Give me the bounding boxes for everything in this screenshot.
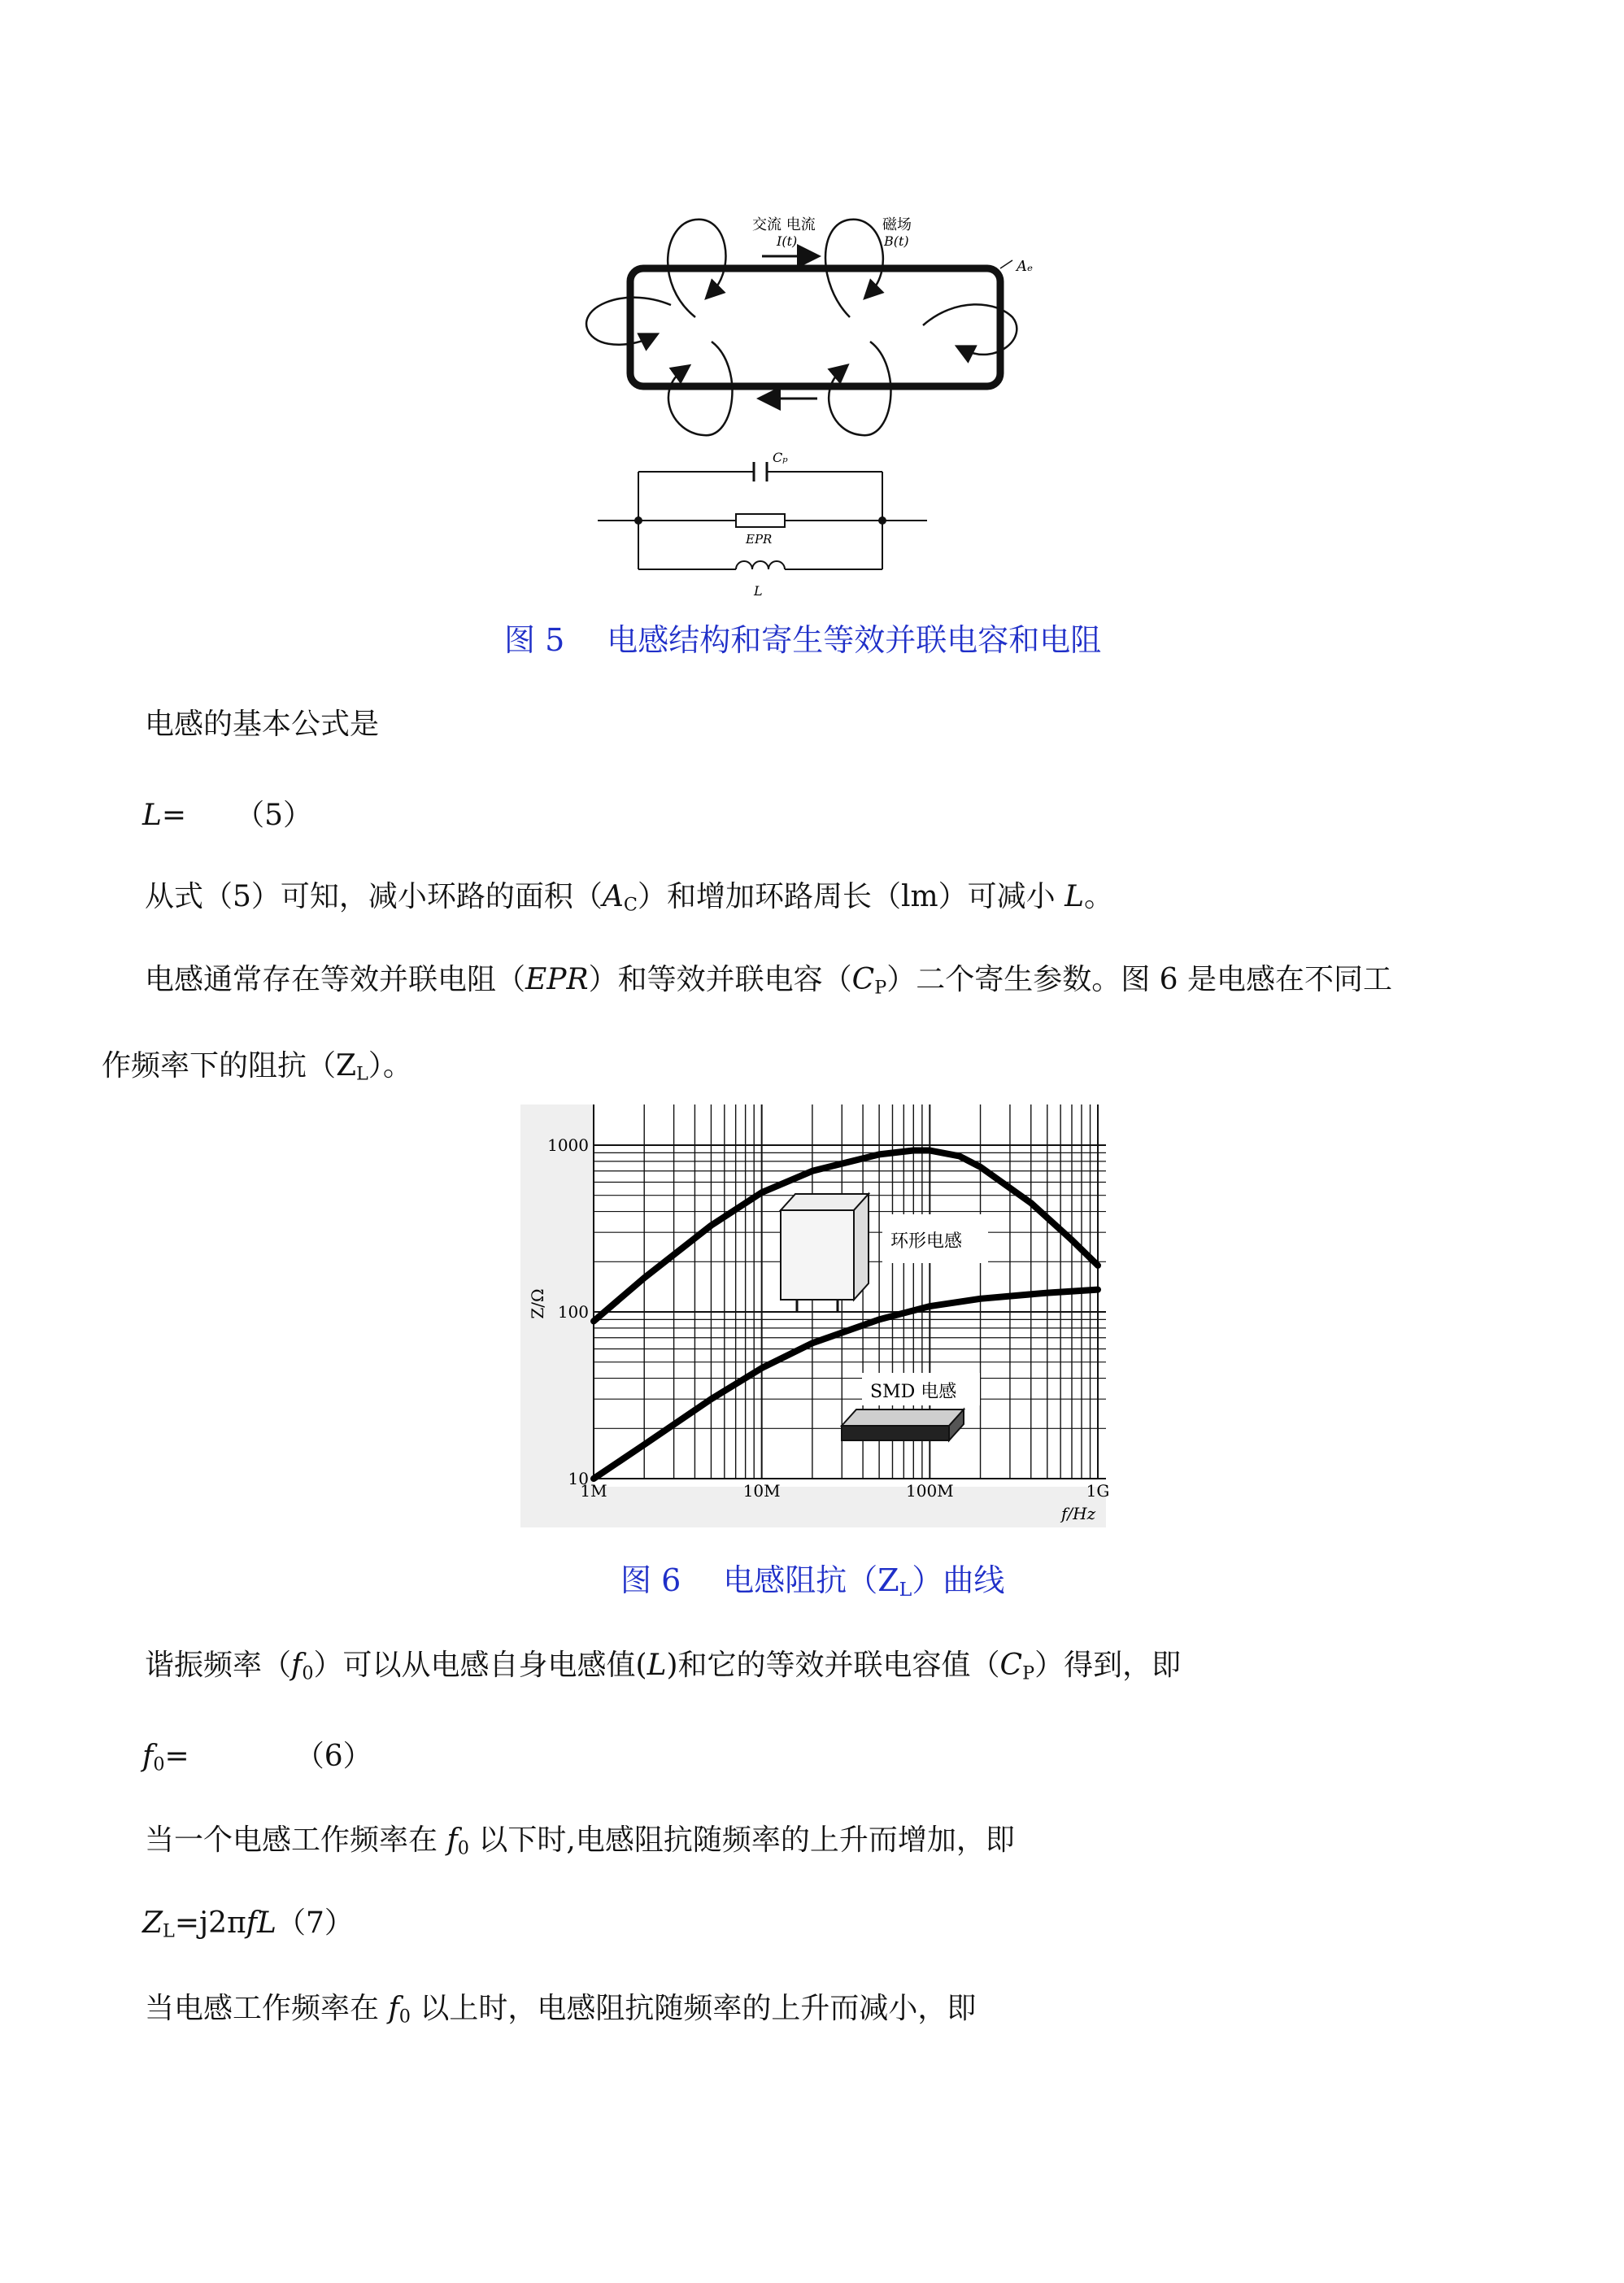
text-p5-sub: L <box>356 1063 368 1085</box>
text-p6d: ）得到，即 <box>1034 1649 1182 1682</box>
node-left <box>634 516 642 525</box>
x-tick-label: 1M <box>580 1481 607 1501</box>
y-tick-label: 1000 <box>547 1135 589 1155</box>
current-symbol: I(t) <box>777 233 798 249</box>
equivalent-circuit <box>598 462 927 569</box>
text-p6c: )和它的等效并联电容值（ <box>666 1649 1000 1682</box>
figure-6-chart <box>520 1104 1110 1527</box>
x-tick-label: 1G <box>1086 1481 1110 1501</box>
eq7-Z: Z <box>142 1906 163 1940</box>
equation-7 <box>142 1906 354 1942</box>
text-p6-fsub: 0 <box>302 1662 314 1684</box>
eq7-fL: fL <box>246 1906 276 1940</box>
y-tick-label: 100 <box>557 1302 589 1322</box>
x-tick-label: 10M <box>742 1481 781 1501</box>
figure-6-caption <box>620 1562 1005 1601</box>
field-lines <box>586 220 1017 435</box>
series-label-toroid: 环形电感 <box>890 1231 963 1252</box>
eq7-Zsub: L <box>163 1920 175 1942</box>
field-symbol: B(t) <box>884 233 909 249</box>
figure-5-title: 电感结构和寄生等效并联电容和电阻 <box>607 622 1102 658</box>
text-p3b: ）和增加环路周长（lm）可减小 <box>637 880 1065 913</box>
figure-5-diagram <box>573 203 1061 602</box>
text-p3a: 从式（5）可知，减小环路的面积（ <box>145 880 603 913</box>
node-right <box>878 516 886 525</box>
text-p8a: 当一个电感工作频率在 <box>145 1823 447 1857</box>
toroid-inductor-icon <box>781 1194 869 1312</box>
eq7-j2pi: =j2π <box>174 1906 246 1940</box>
equation-6 <box>142 1740 372 1775</box>
series-label-smd: SMD 电感 <box>870 1382 957 1402</box>
inductor-loop <box>630 268 1000 386</box>
text-p5b: ）。 <box>368 1049 412 1083</box>
text-p3-L: L <box>1065 880 1084 913</box>
x-axis-label: f/Hz <box>1061 1504 1096 1523</box>
text-p4b: ）和等效并联电容（ <box>588 963 852 996</box>
text-p1: 电感的基本公式是 <box>145 708 380 741</box>
text-p3-Asub: C <box>623 894 638 916</box>
text-p6-f: f <box>291 1649 303 1682</box>
text-p6b: ）可以从电感自身电感值( <box>313 1649 647 1682</box>
text-p10-f: f <box>388 1992 399 2025</box>
paragraph-below-resonance <box>145 1823 1015 1859</box>
equation-5 <box>142 801 312 830</box>
eq7-number: （7） <box>276 1906 354 1940</box>
paragraph-parasitics-line1 <box>145 963 1392 999</box>
impedance-chart-svg <box>520 1104 1110 1527</box>
text-p8-fsub: 0 <box>457 1837 469 1859</box>
eq6-number: （6） <box>294 1740 372 1773</box>
paragraph-eq5-explanation <box>145 880 1114 916</box>
figure-6-title-sub: L <box>899 1577 912 1601</box>
text-p3-A: A <box>602 880 624 913</box>
text-p8b: 以下时,电感阻抗随频率的上升而增加，即 <box>468 1823 1015 1857</box>
text-p4-EPR: EPR <box>525 963 589 996</box>
figure-5-number: 图 5 <box>504 622 565 658</box>
l-label: L <box>754 583 763 599</box>
figure-5-caption <box>504 622 1102 658</box>
eq5-number: （5） <box>235 799 312 832</box>
y-axis-label: Z/Ω <box>528 1288 547 1319</box>
epr-label: EPR <box>746 532 773 547</box>
eq6-f: f <box>142 1740 154 1773</box>
figure-6-title-a: 电感阻抗（Z <box>723 1562 899 1598</box>
text-p8-f: f <box>446 1823 458 1857</box>
text-p6-C: C <box>999 1649 1023 1682</box>
text-p4-C: C <box>851 963 875 996</box>
eq6-equals: = <box>164 1740 189 1773</box>
text-p3c: 。 <box>1084 880 1114 913</box>
paragraph-parasitics-line2 <box>102 1049 412 1085</box>
text-p6-L: L <box>647 1649 667 1682</box>
text-p6a: 谐振频率（ <box>145 1649 292 1682</box>
text-p10-fsub: 0 <box>398 2006 411 2028</box>
text-p6-Csub: P <box>1022 1662 1035 1684</box>
text-p4-Csub: P <box>874 977 887 999</box>
eq6-fsub: 0 <box>153 1754 165 1775</box>
x-tick-label: 100M <box>906 1481 954 1501</box>
eq5-L: L <box>142 799 162 832</box>
text-p10a: 当电感工作频率在 <box>145 1992 389 2025</box>
paragraph-basic-formula <box>145 710 379 739</box>
paragraph-resonance <box>145 1649 1182 1684</box>
y-tick-label: 10 <box>568 1469 589 1488</box>
text-p5a: 作频率下的阻抗（Z <box>102 1049 357 1083</box>
eq5-equals: = <box>161 799 187 832</box>
text-p4a: 电感通常存在等效并联电阻（ <box>145 963 526 996</box>
current-label: 交流 电流 <box>752 216 816 233</box>
field-label: 磁场 <box>882 216 912 233</box>
text-p4c: ）二个寄生参数。图 6 是电感在不同工 <box>886 963 1392 996</box>
smd-inductor-icon <box>842 1409 964 1440</box>
text-p10b: 以上时，电感阻抗随频率的上升而减小，即 <box>410 1992 977 2025</box>
area-label: Aₑ <box>1017 258 1033 275</box>
figure-6-title-b: ）曲线 <box>912 1562 1005 1598</box>
paragraph-above-resonance <box>145 1992 977 2028</box>
figure-6-number: 图 6 <box>620 1562 681 1598</box>
cap-label: Cₚ <box>773 450 788 465</box>
inductor-structure-svg <box>573 203 1061 602</box>
